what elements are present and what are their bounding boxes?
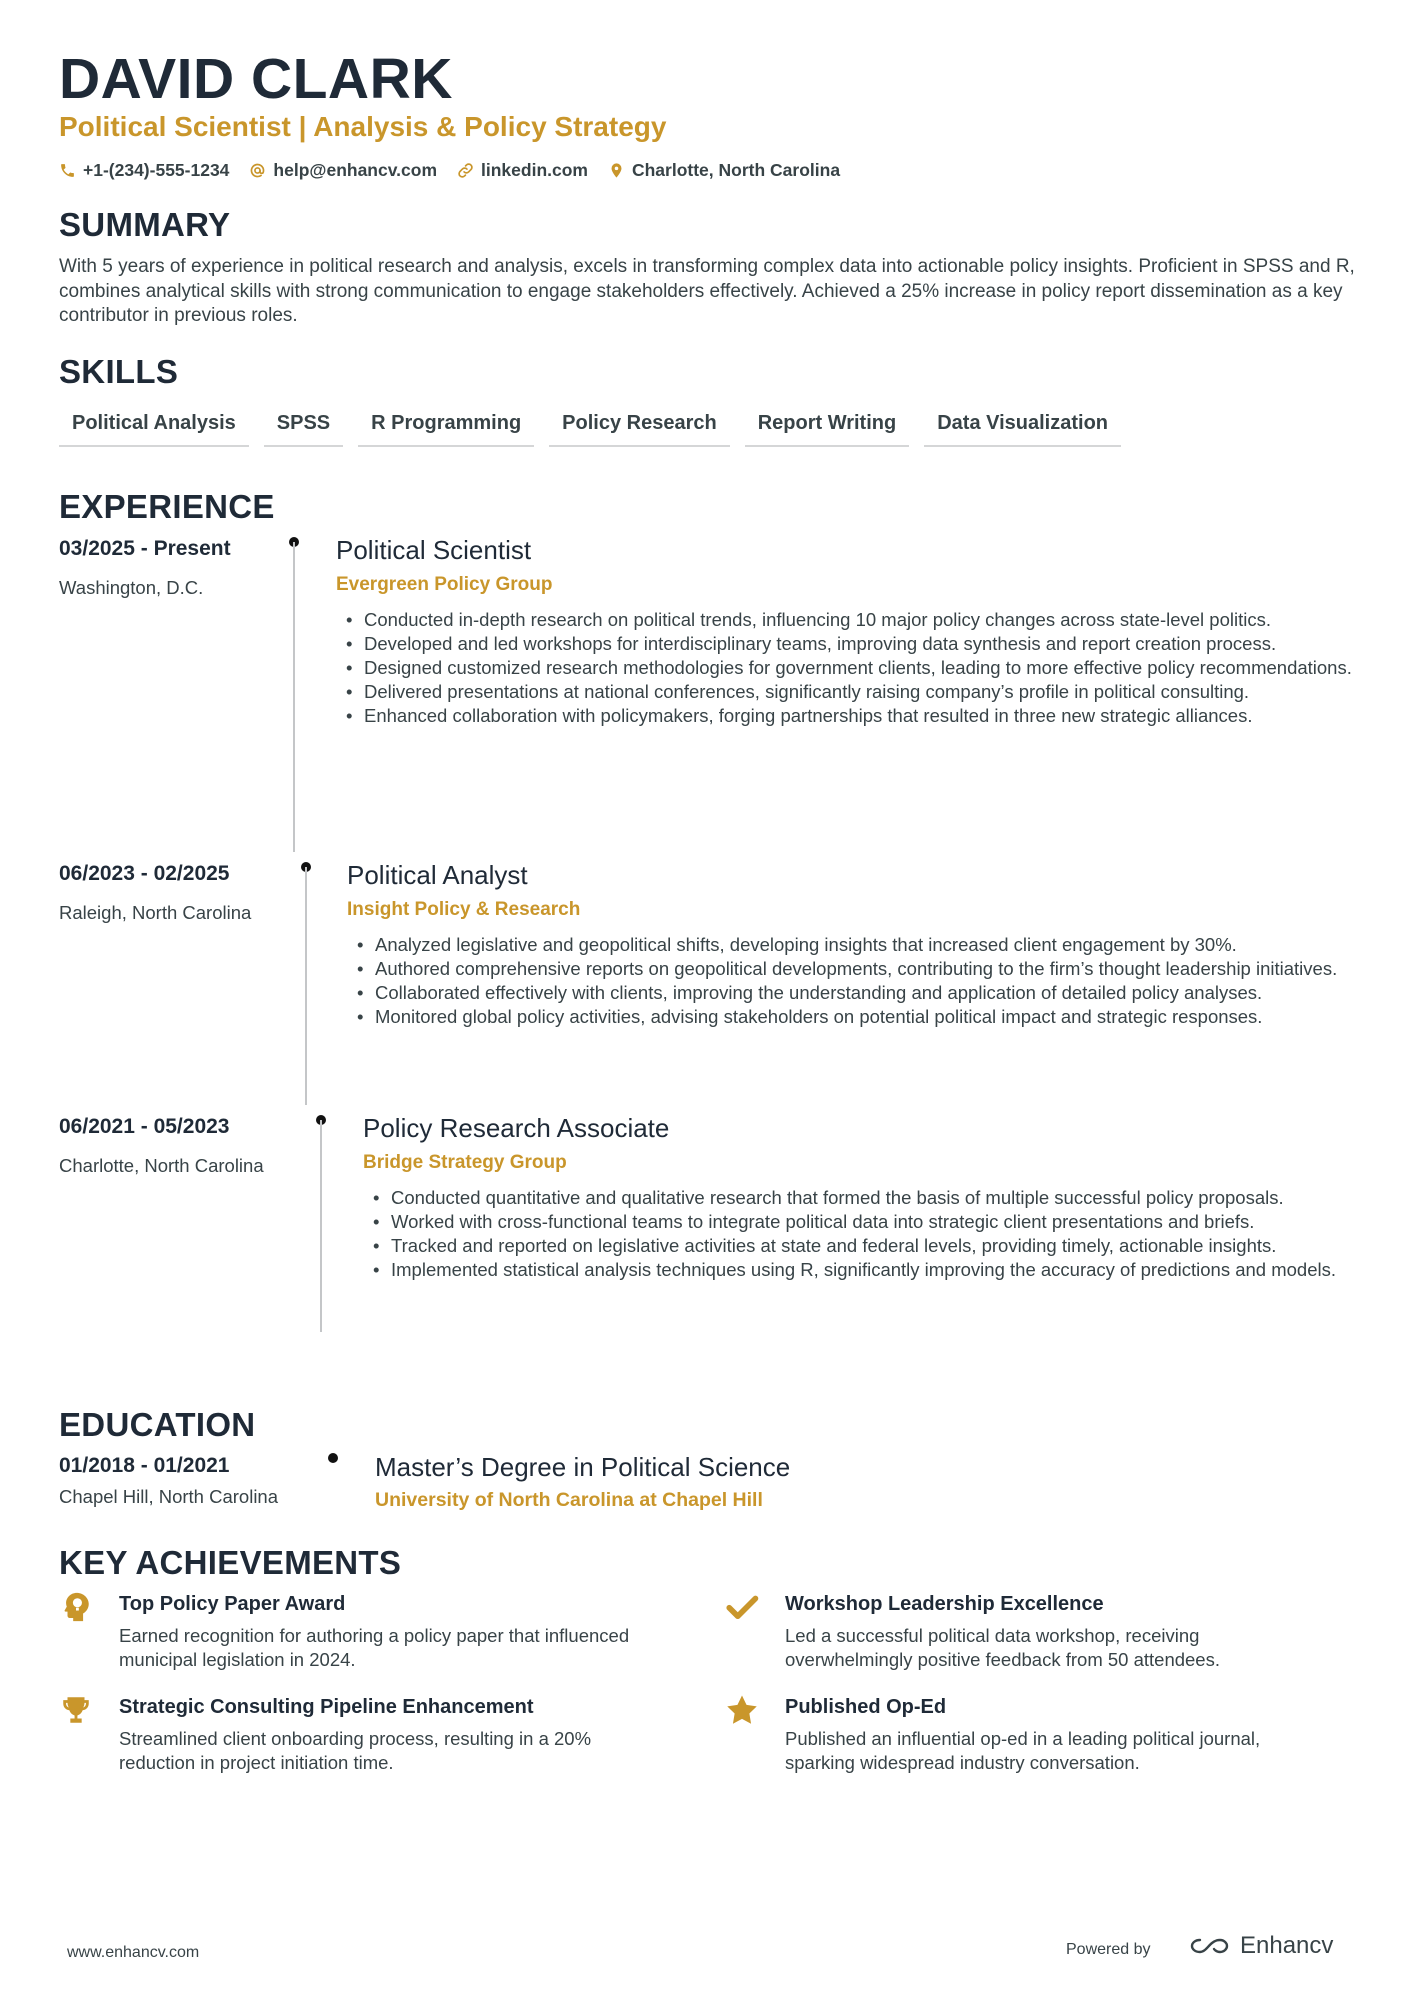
achievement-title: Top Policy Paper Award: [119, 1593, 346, 1615]
job-company: Bridge Strategy Group: [363, 1152, 567, 1173]
phone-icon: [59, 162, 76, 179]
job-bullet: • Enhanced collaboration with policymakers, forging partnerships that resulted in three new strategic alliances.: [336, 704, 1356, 728]
job-bullet: • Developed and led workshops for interdisciplinary teams, improving data synthesis and report creation process.: [336, 632, 1356, 656]
skill-tag: SPSS: [264, 408, 343, 447]
skill-tag: Political Analysis: [59, 408, 249, 447]
job-bullet: • Tracked and reported on legislative activities at state and federal levels, providing timely, actionable insights.: [363, 1234, 1358, 1258]
education-meta: [59, 1454, 278, 1508]
candidate-name: DAVID CLARK: [59, 47, 453, 111]
skill-tag: Data Visualization: [924, 408, 1121, 447]
education-dates: 01/2018 - 01/2021: [59, 1454, 230, 1477]
achievement-item: [725, 1590, 1325, 1672]
achievements-heading: KEY ACHIEVEMENTS: [59, 1544, 402, 1581]
head-bulb-icon: [59, 1590, 93, 1624]
job-bullet: • Delivered presentations at national conferences, significantly raising company’s profile in political consulting.: [336, 680, 1356, 704]
job-role: Policy Research Associate: [363, 1113, 670, 1143]
contact-bar: [59, 160, 840, 181]
job-1-meta: [59, 537, 231, 599]
skills-list: [59, 408, 1121, 447]
achievement-desc: Led a successful political data workshop, receiving overwhelmingly positive feedback from 50 attendees.: [785, 1625, 1220, 1670]
achievement-desc: Streamlined client onboarding process, resulting in a 20% reduction in project initiation time.: [119, 1728, 592, 1773]
education-location: Chapel Hill, North Carolina: [59, 1486, 279, 1507]
achievement-title: Workshop Leadership Excellence: [785, 1593, 1104, 1615]
enhancv-logo-icon: [1186, 1934, 1232, 1958]
summary-heading: SUMMARY: [59, 206, 231, 243]
job-3-meta: [59, 1115, 264, 1177]
job-bullet: • Authored comprehensive reports on geopolitical developments, contributing to the firm’s thought leadership initiatives.: [347, 957, 1357, 981]
job-1-details: [336, 535, 1356, 728]
skill-tag: Report Writing: [745, 408, 910, 447]
contact-location: [608, 160, 840, 181]
achievement-desc: Published an influential op-ed in a leading political journal, sparking widespread industry conversation.: [785, 1728, 1261, 1773]
achievement-title: Strategic Consulting Pipeline Enhancement: [119, 1696, 534, 1718]
phone-text: +1-(234)-555-1234: [83, 160, 230, 180]
job-bullets: [336, 608, 1356, 728]
job-location: Washington, D.C.: [59, 577, 204, 598]
job-3-details: [363, 1113, 1358, 1282]
job-dates: 06/2023 - 02/2025: [59, 862, 230, 885]
link-icon: [457, 162, 474, 179]
education-details: [375, 1452, 1355, 1512]
footer-brand[interactable]: [1186, 1932, 1333, 1960]
job-bullet: • Implemented statistical analysis techniques using R, significantly improving the accuracy of predictions and models.: [363, 1258, 1358, 1282]
education-school: University of North Carolina at Chapel Hill: [375, 1489, 763, 1511]
skill-tag: Policy Research: [549, 408, 730, 447]
job-bullets: [363, 1186, 1358, 1282]
achievement-item: [59, 1590, 659, 1672]
job-bullets: [347, 933, 1357, 1029]
footer-powered-by: Powered by: [1066, 1941, 1151, 1958]
job-dates: 06/2021 - 05/2023: [59, 1115, 230, 1138]
at-sign-icon: [249, 162, 266, 179]
job-bullet: • Designed customized research methodologies for government clients, leading to more effective policy recommendations.: [336, 656, 1356, 680]
job-bullet: • Analyzed legislative and geopolitical shifts, developing insights that increased client engagement by 30%.: [347, 933, 1357, 957]
achievement-desc: Earned recognition for authoring a policy paper that influenced municipal legislation in 2024.: [119, 1625, 630, 1670]
trophy-icon: [59, 1693, 93, 1727]
education-degree: Master’s Degree in Political Science: [375, 1452, 791, 1482]
email-text: help@enhancv.com: [273, 160, 438, 180]
job-bullet: • Worked with cross-functional teams to integrate political data into strategic client presentations and briefs.: [363, 1210, 1358, 1234]
job-bullet: • Conducted in-depth research on political trends, influencing 10 major policy changes across state-level politics.: [336, 608, 1356, 632]
summary-text: With 5 years of experience in political research and analysis, excels in transforming complex data into actionable policy insights. Proficient in SPSS and R, combines analytical skills with strong communication to engage stakeholders effectively. Achieved a 25% increase in policy report dissemination as a key contributor in previous roles.: [59, 256, 1355, 326]
footer-website[interactable]: www.enhancv.com: [67, 1944, 200, 1961]
star-icon: [725, 1693, 759, 1727]
footer-brand-name: Enhancv: [1240, 1932, 1334, 1959]
skill-tag: R Programming: [358, 408, 534, 447]
timeline-dot: [328, 1453, 338, 1463]
location-text: Charlotte, North Carolina: [631, 160, 841, 180]
skills-heading: SKILLS: [59, 353, 179, 390]
location-pin-icon: [608, 162, 625, 179]
job-bullet: • Conducted quantitative and qualitative research that formed the basis of multiple successful policy proposals.: [363, 1186, 1358, 1210]
job-role: Political Analyst: [347, 860, 528, 890]
timeline-line: [293, 542, 295, 852]
job-location: Charlotte, North Carolina: [59, 1155, 264, 1176]
contact-email[interactable]: [249, 160, 437, 181]
checkmark-icon: [725, 1590, 759, 1624]
timeline-line: [320, 1120, 322, 1332]
job-2-details: [347, 860, 1357, 1029]
experience-heading: EXPERIENCE: [59, 488, 275, 525]
contact-phone[interactable]: [59, 160, 229, 181]
education-heading: EDUCATION: [59, 1406, 256, 1443]
job-2-meta: [59, 862, 251, 924]
headline: Political Scientist | Analysis & Policy Strategy: [59, 111, 667, 142]
job-company: Evergreen Policy Group: [336, 574, 553, 595]
linkedin-text: linkedin.com: [481, 160, 588, 180]
job-bullet: • Monitored global policy activities, advising stakeholders on potential political impact and strategic responses.: [347, 1005, 1357, 1029]
job-location: Raleigh, North Carolina: [59, 902, 252, 923]
job-dates: 03/2025 - Present: [59, 537, 231, 560]
job-company: Insight Policy & Research: [347, 899, 581, 920]
achievement-item: [725, 1693, 1325, 1775]
achievement-item: [59, 1693, 659, 1775]
achievement-title: Published Op-Ed: [785, 1696, 947, 1718]
timeline-line: [305, 867, 307, 1105]
job-bullet: • Collaborated effectively with clients, improving the understanding and application of detailed policy analyses.: [347, 981, 1357, 1005]
contact-linkedin[interactable]: [457, 160, 588, 181]
job-role: Political Scientist: [336, 535, 532, 565]
